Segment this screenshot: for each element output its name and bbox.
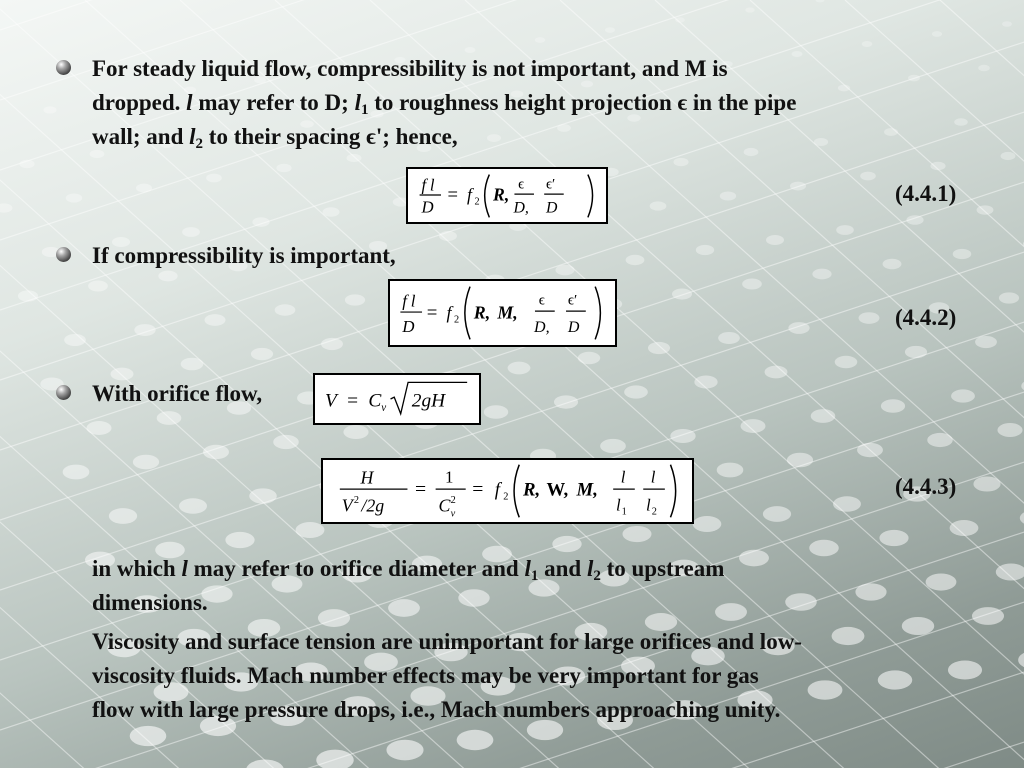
line: dimensions. — [92, 590, 208, 615]
paragraph-in-which — [92, 552, 972, 620]
var-l1: l — [524, 556, 531, 581]
var-l: l — [186, 90, 193, 115]
formula-text: ϵ′ — [567, 292, 578, 309]
formula-text: 2gH — [411, 390, 446, 412]
line: flow with large pressure drops, i.e., Mach numbers approaching unity. — [92, 697, 781, 722]
formula-text: V — [325, 390, 337, 412]
var-l: l — [181, 556, 188, 581]
subscript: 2 — [593, 568, 601, 584]
text: to roughness height projection ϵ in the pipe — [368, 90, 797, 115]
formula-text: f — [446, 302, 452, 323]
formula-text: v — [450, 508, 456, 520]
formula-svg — [315, 375, 479, 423]
formula-text: ϵ′ — [546, 176, 556, 193]
formula-text: v — [381, 402, 387, 414]
formula-text: R, — [473, 302, 491, 323]
formula-text: R, — [523, 479, 541, 501]
text: and — [538, 556, 587, 581]
subscript: 2 — [195, 136, 204, 152]
text: to their spacing ϵ'; hence, — [203, 124, 458, 149]
line — [92, 120, 972, 154]
formula-text: W, — [546, 479, 569, 501]
bullet-3-text: With orifice flow, — [92, 381, 263, 406]
line — [92, 86, 972, 120]
formula-text: = — [347, 390, 359, 412]
formula-text: ϵ — [518, 176, 525, 193]
bullet-icon — [56, 60, 71, 75]
formula-text: V — [341, 495, 353, 516]
formula-text: 2 — [454, 314, 460, 326]
formula-text: = — [472, 478, 484, 501]
formula-svg — [323, 460, 692, 522]
formula-text: 2 — [450, 495, 456, 507]
formula-text: l — [410, 291, 416, 311]
equation-4-4-3 — [321, 458, 694, 524]
formula-text: ϵ — [538, 292, 545, 309]
formula-text: D — [402, 316, 415, 336]
text: may refer to orifice diameter and — [187, 556, 525, 581]
equation-number-4-4-1: (4.4.1) — [895, 181, 957, 206]
bullet-icon — [56, 385, 71, 400]
formula-text: R, — [493, 184, 510, 205]
equation-4-4-1 — [406, 167, 608, 224]
formula-text: C — [368, 390, 382, 412]
equation-number-4-4-3: (4.4.3) — [895, 474, 957, 499]
equation-orifice-velocity — [313, 373, 481, 425]
text: wall; and — [92, 124, 190, 149]
formula-text: 1 — [445, 467, 454, 487]
formula-text: 2 — [353, 495, 360, 507]
formula-text: /2g — [361, 495, 385, 516]
formula-text: M, — [497, 302, 518, 323]
text: dropped. — [92, 90, 187, 115]
formula-text: l — [620, 467, 626, 487]
formula-svg — [408, 169, 606, 222]
text: For steady liquid flow, compressibility is not important, and M is — [92, 56, 728, 81]
formula-text: D, — [534, 318, 550, 336]
formula-text: = — [447, 184, 458, 206]
line: viscosity fluids. Mach number effects may be very important for gas — [92, 663, 759, 688]
formula-text: 2 — [503, 491, 509, 503]
formula-text: = — [414, 478, 427, 501]
formula-text: D — [421, 197, 434, 217]
bullet-1-text — [92, 52, 972, 154]
text: in which — [92, 556, 182, 581]
formula-text: M, — [576, 479, 598, 501]
subscript: 1 — [530, 568, 539, 584]
formula-text: f — [467, 184, 472, 205]
formula-text: C — [438, 495, 451, 516]
formula-text: D — [546, 199, 558, 217]
paragraph-viscosity — [92, 625, 972, 727]
formula-text: l — [646, 495, 651, 515]
bullet-2-text: If compressibility is important, — [92, 243, 396, 268]
text: to upstream — [600, 556, 725, 581]
formula-text: l — [429, 175, 435, 195]
formula-text: H — [360, 467, 374, 488]
subscript: 1 — [360, 102, 369, 118]
bullet-icon — [56, 247, 71, 262]
formula-text: f — [494, 479, 501, 501]
var-l1: l — [354, 90, 361, 115]
formula-text: D, — [513, 199, 529, 217]
formula-text: 2 — [651, 506, 657, 518]
formula-svg — [390, 281, 615, 345]
var-l2: l — [586, 556, 594, 581]
equation-4-4-2 — [388, 279, 617, 347]
formula-text: 1 — [621, 506, 627, 518]
formula-text: l — [650, 467, 656, 487]
var-l2: l — [189, 124, 196, 149]
formula-text: f — [402, 291, 407, 311]
text: may refer to D; — [192, 90, 355, 115]
formula-text: l — [616, 495, 621, 515]
formula-text: = — [426, 302, 438, 324]
formula-text: D — [567, 318, 580, 336]
equation-number-4-4-2: (4.4.2) — [895, 305, 957, 330]
formula-text: 2 — [474, 196, 480, 208]
line — [92, 52, 972, 86]
line: Viscosity and surface tension are unimportant for large orifices and low- — [92, 629, 802, 654]
formula-text: f — [421, 175, 427, 195]
line — [92, 552, 972, 586]
